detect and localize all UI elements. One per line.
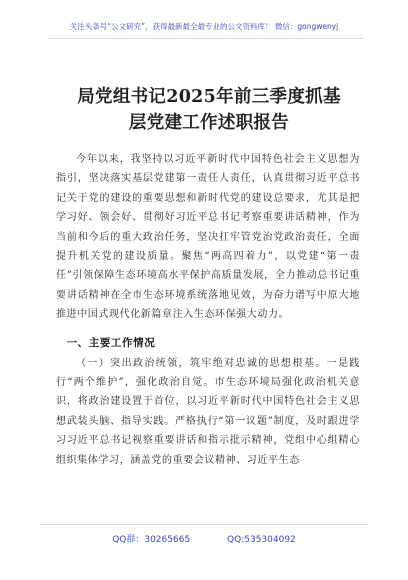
intro-paragraph: 今年以来，我坚持以习近平新时代中国特色社会主义思想为指引，坚决落实基层党建第一责任人责任，认真贯彻习近平总书记关于党的建设的重要思想和新时代党的建设总要求，尤其是把学习好、领会好、贯彻好习近平总书记考察重要讲话精神，作为当前和今后的重大政治任务，坚决扛牢管党治党政治责任，全面提升机关党的建设质量。聚焦“两高四着力”，以党建“第一责任”引领保障生态环境高水平保护高质量发展，全力推动总书记重要讲话精神在全市生态环境系统落地见效，为奋力谱写中原大地推进中国式现代化新篇章注入生态环保强大动力。 — [56, 154, 360, 321]
header-divider — [48, 38, 364, 39]
footer-divider — [40, 524, 368, 525]
footer — [0, 534, 408, 546]
footer-qq-contact: QQ:535304092 — [227, 535, 296, 545]
document-body — [56, 150, 360, 470]
footer-qq-group: QQ群：30265665 — [112, 535, 191, 545]
header-banner: 关注头条号“公文研究”，获得最新最全最专业的公文资料库！ 微信：gongwenyj — [69, 22, 339, 31]
section-heading: 一、主要工作情况 — [66, 336, 156, 349]
section-paragraph: （一）突出政治统领，筑牢绝对忠诚的思想根基。一是践行“两个维护”，强化政治自觉。市生态环境局强化政治机关意识，将政治建设置于首位，以习近平新时代中国特色社会主义思想武装头脑、指导实践。严格执行“第一议题”制度，及时跟进学习习近平总书记视察重要讲话和指示批示精神，党组中心组精心组织集体学习，涵盖党的重要会议精神、习近平生态 — [56, 357, 360, 466]
document-title: 局党组书记2025年前三季度抓基层党建工作述职报告 — [77, 87, 341, 133]
